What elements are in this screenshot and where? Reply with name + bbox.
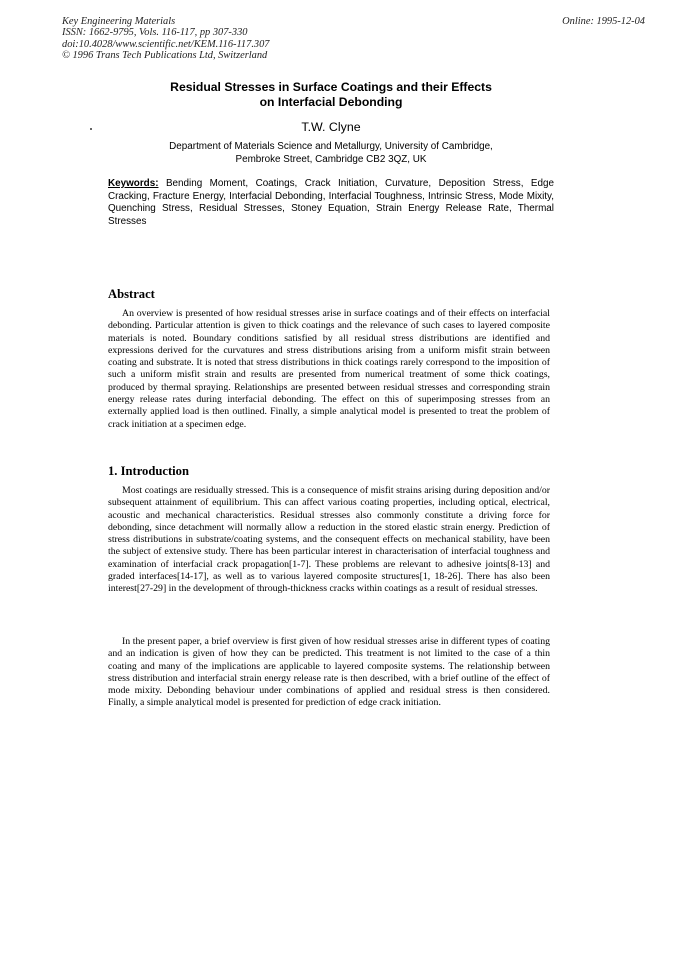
- abstract-heading: Abstract: [108, 287, 155, 301]
- title-line-1: Residual Stresses in Surface Coatings and their Effects: [170, 80, 492, 94]
- keywords-label: Keywords:: [108, 178, 159, 189]
- abstract-paragraph: An overview is presented of how residual stresses arise in surface coatings and of their effects on interfacial debonding. Particular attention is given to thick coatings and the relevance of such cases to layered composite materials is noted. Boundary conditions satisfied by all residual stress distributions are identified and expressions derived for the curvatures and stress distributions arising from a uniform misfit strain between coating and substrate. It is noted that stress distributions in thick coatings rarely correspond to the imposition of such a uniform misfit strain and results are presented from numerical treatment of some thick coatings, produced by thermal spraying. Relationships are presented between residual stresses and corresponding strain energy release rates during interfacial debonding. The effect on this of superimposing stresses from an externally applied load is then outlined. Finally, a simple analytical model is presented to treat the problem of crack initiation at a specimen edge.: [108, 308, 550, 430]
- author-name: T.W. Clyne: [301, 120, 361, 134]
- copyright-line: © 1996 Trans Tech Publications Ltd, Switzerland: [62, 50, 268, 62]
- introduction-heading: 1. Introduction: [108, 464, 189, 478]
- margin-dot: [90, 128, 92, 130]
- affiliation-line-1: Department of Materials Science and Metallurgy, University of Cambridge,: [169, 141, 493, 152]
- introduction-paragraph-1: Most coatings are residually stressed. This is a consequence of misfit strains arising during deposition and/or subsequent attainment of equilibrium. This can affect various coating properties, including optical, electrical, acoustic and mechanical characteristics. Residual stresses also commonly constitute a driving force for debonding, since detachment will normally allow a reduction in the stored elastic strain energy. Prediction of stress distributions in substrate/coating systems, and the consequent effects on mechanical stability, have been the subject of extensive study. There has been particular interest in characterisation of interfacial toughness and examination of interfacial crack propagation[1-7]. These problems are relevant to adhesive joints[8-13] and graded interfaces[14-17], as well as to various layered composite structures[1, 18-26]. There has also been interest[27-29] in the development of through-thickness cracks within coatings as a result of residual stresses.: [108, 485, 550, 595]
- title-line-2: on Interfacial Debonding: [259, 95, 403, 109]
- affiliation-line-2: Pembroke Street, Cambridge CB2 3QZ, UK: [235, 153, 427, 165]
- doi-link[interactable]: doi:10.4028/www.scientific.net/KEM.116-117.307: [62, 38, 270, 50]
- issn-line: ISSN: 1662-9795, Vols. 116-117, pp 307-330: [62, 27, 248, 39]
- journal-name: Key Engineering Materials: [62, 16, 176, 27]
- keywords-block: [108, 178, 554, 228]
- affiliation: [108, 141, 554, 166]
- publication-header: [62, 16, 270, 62]
- paper-title: [108, 80, 554, 110]
- online-date: Online: 1995-12-04: [562, 16, 645, 27]
- keywords-text: Bending Moment, Coatings, Crack Initiation, Curvature, Deposition Stress, Edge Cracking, Fracture Energy, Interfacial Debonding, Interfacial Toughness, Intrinsic Stress, Mode Mixity, Quenching Stress, Residual Stresses, Stoney Equation, Strain Energy Release Rate, Thermal Stresses: [108, 178, 554, 227]
- introduction-paragraph-2: In the present paper, a brief overview is first given of how residual stresses arise in different types of coating and an indication is given of how they can be predicted. This treatment is not limited to the case of a thin coating and many of the implications are applicable to layered composite systems. The relationship between stress distribution and interfacial strain energy release rate is then described, with a brief outline of the effect of mode mixity. Debonding behaviour under combinations of applied and residual stress is then considered. Finally, a simple analytical model is presented for prediction of edge crack initiation.: [108, 636, 550, 709]
